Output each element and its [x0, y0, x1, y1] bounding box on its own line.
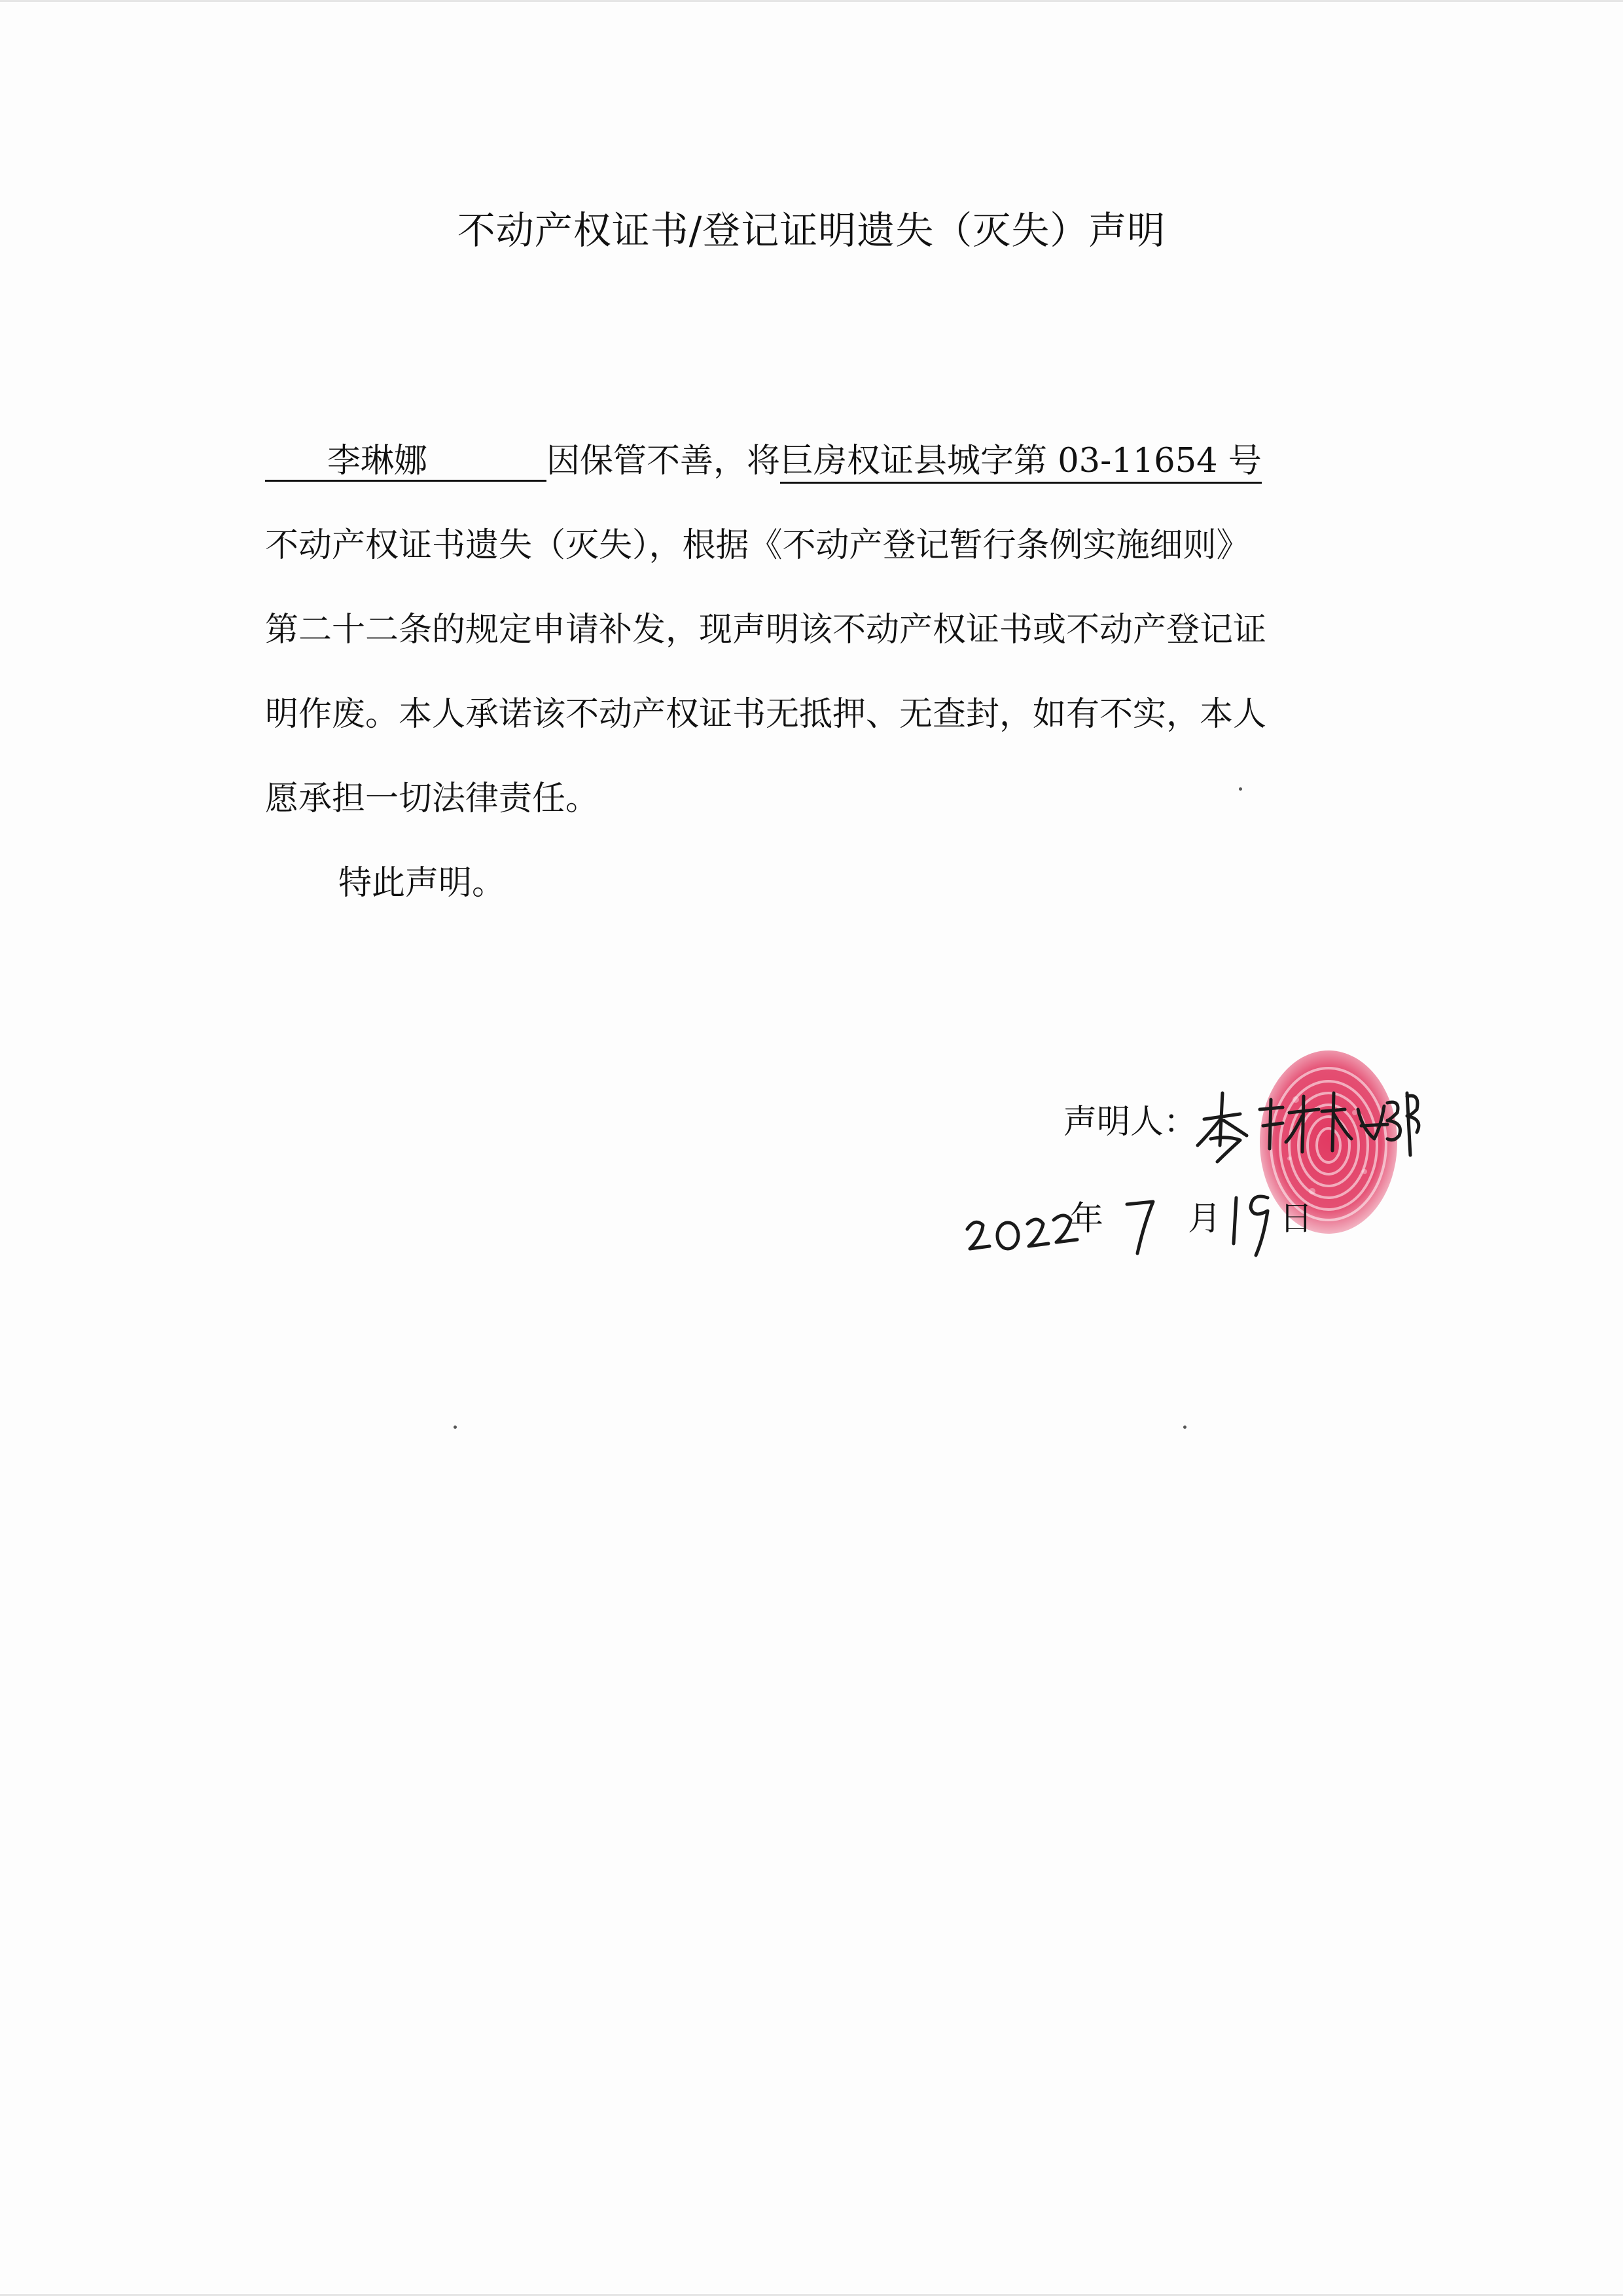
- handwritten-signature: [1191, 1073, 1427, 1172]
- scan-speck: [454, 1426, 457, 1429]
- day-char: 日: [1279, 1200, 1313, 1238]
- line1-text: 因保管不善，将: [546, 442, 781, 480]
- year-char: 年: [1070, 1200, 1104, 1238]
- body-line-2: 不动产权证书遗失（灭失），根据《不动产登记暂行条例实施细则》: [265, 526, 1250, 565]
- handwritten-month: [1119, 1185, 1165, 1263]
- declaration-body: [265, 419, 1400, 925]
- body-line-1: [265, 419, 1400, 503]
- certificate-number: 巨房权证县城字第 03-11654 号: [780, 442, 1262, 484]
- body-line-3: 第二十二条的规定申请补发，现声明该不动产权证书或不动产登记证: [265, 611, 1267, 649]
- body-line-5: 愿承担一切法律责任。: [265, 780, 599, 818]
- month-char: 月: [1188, 1200, 1222, 1238]
- document-title: 不动产权证书/登记证明遗失（灭失）声明: [457, 208, 1166, 253]
- body-line-4: 明作废。本人承诺该不动产权证书无抵押、无查封，如有不实，本人: [265, 695, 1267, 734]
- handwritten-day: [1227, 1178, 1279, 1263]
- declarant-name-blank: [265, 443, 546, 482]
- declarant-name: 李琳娜: [327, 442, 428, 480]
- declarant-label: 声明人：: [1063, 1103, 1198, 1141]
- closing-statement: 特此声明。: [338, 864, 506, 903]
- scan-speck: [1183, 1426, 1186, 1429]
- scan-speck: [1239, 787, 1242, 791]
